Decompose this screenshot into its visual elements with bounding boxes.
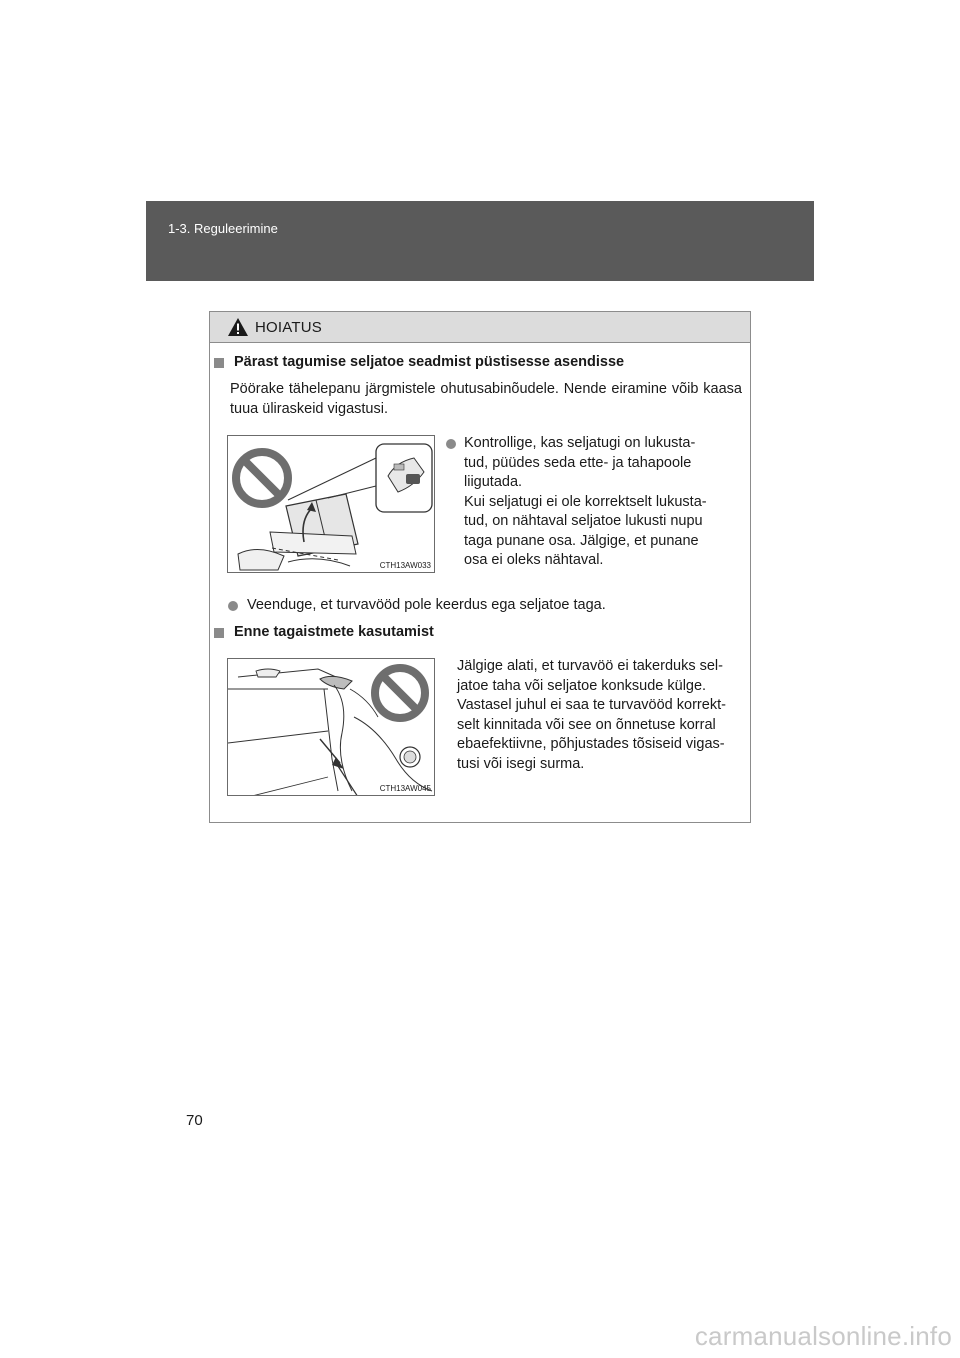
bullet1-line: Kontrollige, kas seljatugi on lukusta- <box>464 435 696 451</box>
section-header-band <box>146 201 814 281</box>
bullet-dot <box>228 601 238 611</box>
prohibition-icon <box>236 452 288 504</box>
warning-header <box>210 312 750 343</box>
section2-heading: Enne tagaistmete kasutamist <box>234 624 434 640</box>
section2-line: Vastasel juhul ei saa te turvavööd korrekt- <box>457 697 726 713</box>
warning-triangle-icon <box>227 317 249 337</box>
section2-line: tusi või isegi surma. <box>457 755 585 772</box>
figure-seatbelt-hook <box>227 658 435 796</box>
prohibition-icon <box>375 668 425 718</box>
bullet-dot <box>446 439 456 449</box>
bullet1-line: tud, on nähtaval seljatoe lukusti nupu <box>464 513 703 529</box>
seatback-lock-illustration <box>228 436 435 573</box>
section1-heading: Pärast tagumise seljatoe seadmist püstisesse asendisse <box>234 354 625 370</box>
section2-body <box>457 657 742 774</box>
bullet1-line: osa ei oleks nähtaval. <box>464 552 604 568</box>
page-number: 70 <box>186 1112 203 1129</box>
bullet1-line: liigutada. <box>464 474 523 490</box>
bullet1-line: taga punane osa. Jälgige, et punane <box>464 532 699 549</box>
bullet1-line: tud, püüdes seda ette- ja tahapoole <box>464 454 692 471</box>
section1-bullet2: Veenduge, et turvavööd pole keerdus ega seljatoe taga. <box>247 597 606 613</box>
bullet1-line: Kui seljatugi ei ole korrektselt lukusta- <box>464 493 707 510</box>
warning-title: HOIATUS <box>255 319 322 336</box>
section1-intro: Pöörake tähelepanu järgmistele ohutusabinõudele. Nende eiramine võib kaasa tuua üliraskeid vigastusi. <box>230 381 742 417</box>
section-label: 1-3. Reguleerimine <box>168 221 278 236</box>
figure-code: CTH13AW045 <box>379 784 431 793</box>
watermark: carmanualsonline.info <box>694 1321 952 1351</box>
section-marker-square <box>214 628 224 638</box>
section-marker-square <box>214 358 224 368</box>
seatbelt-hook-illustration <box>228 659 435 796</box>
section2-line: ebaefektiivne, põhjustades tõsiseid vigas- <box>457 736 725 752</box>
figure-code: CTH13AW033 <box>379 561 431 570</box>
section1-bullet1 <box>464 434 742 571</box>
section2-line: selt kinnitada või see on õnnetuse korral <box>457 716 716 733</box>
section2-line: Jälgige alati, et turvavöö ei takerduks sel- <box>457 658 723 674</box>
figure-seatback-lock <box>227 435 435 573</box>
section2-line: jatoe taha või seljatoe konksude külge. <box>457 677 707 694</box>
warning-box <box>209 311 751 823</box>
